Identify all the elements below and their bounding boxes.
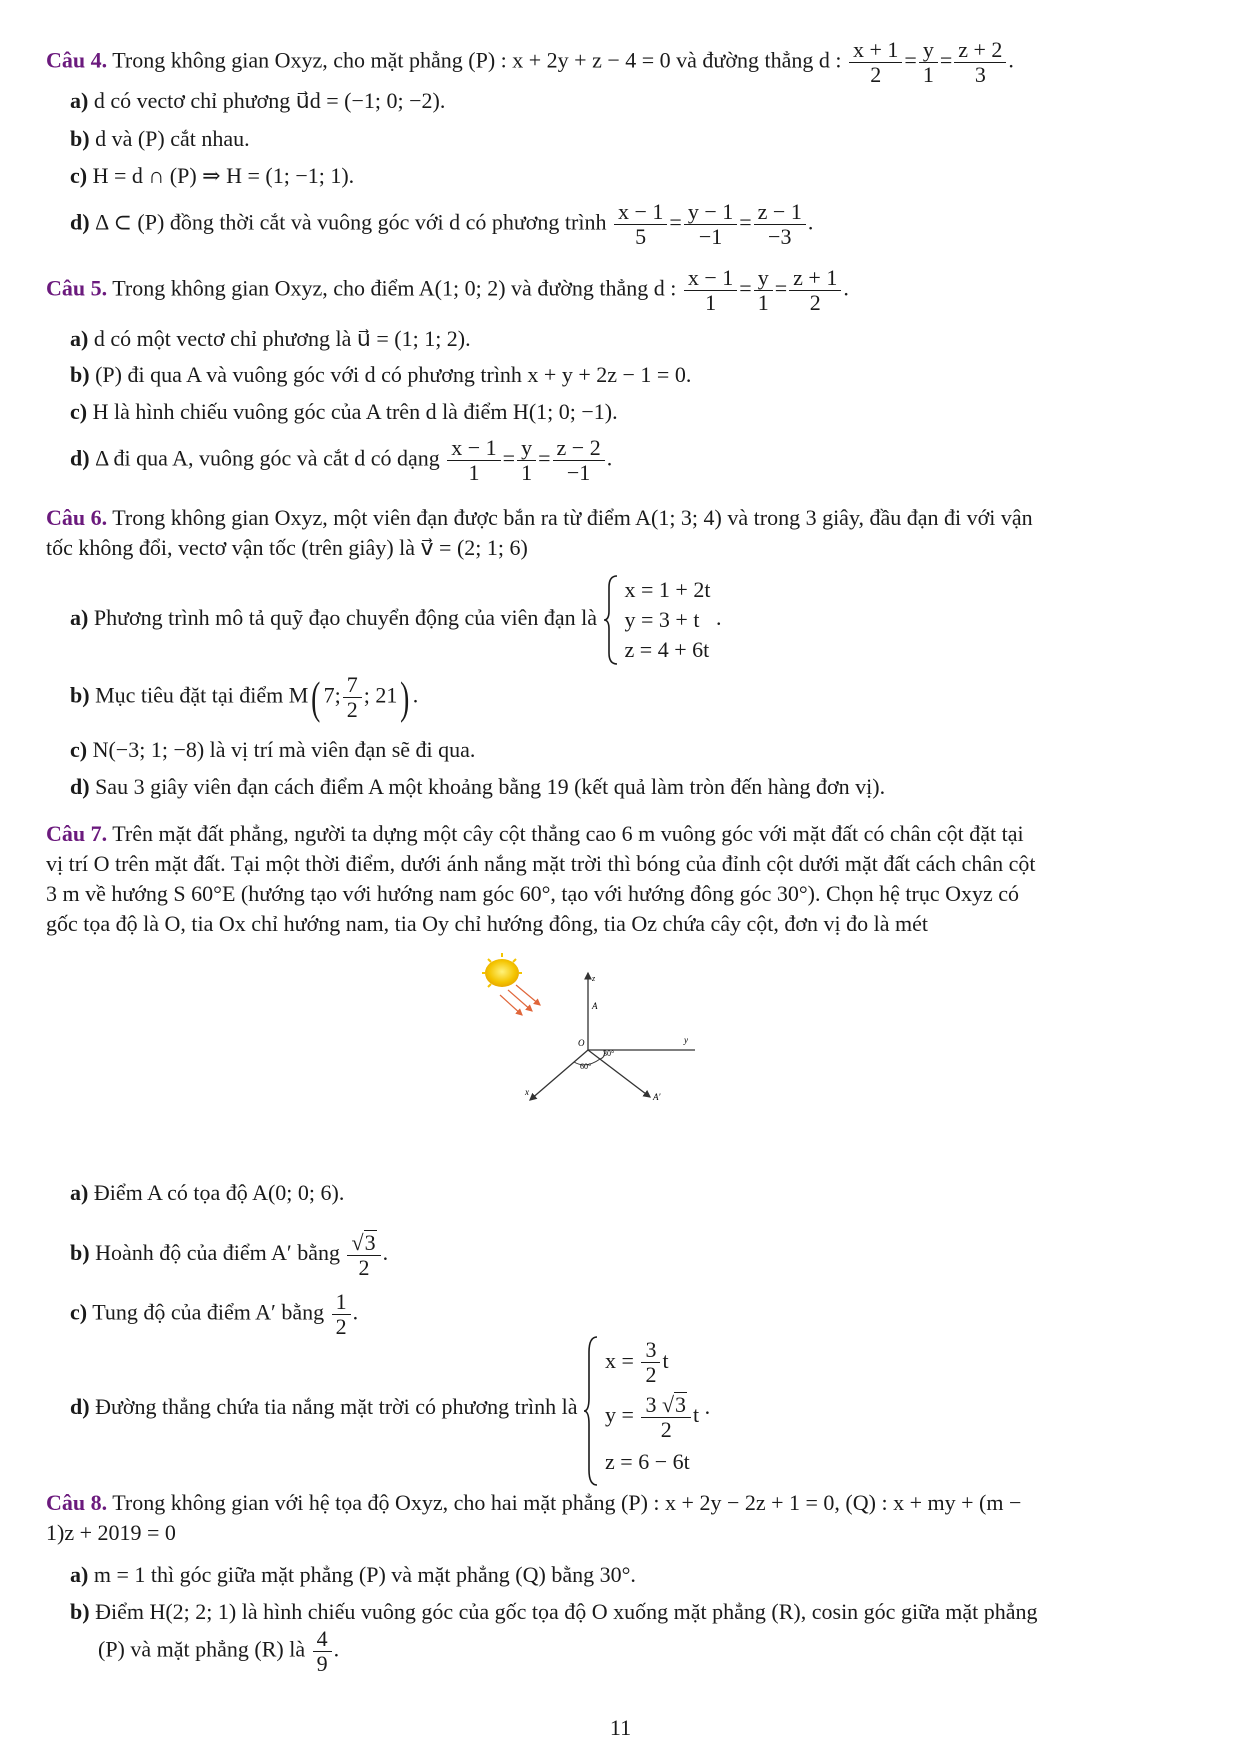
question-7-heading: Câu 7. [46, 821, 108, 846]
svg-text:z: z [592, 974, 596, 983]
svg-text:O: O [578, 1038, 585, 1048]
q8-option-a: a) m = 1 thì góc giữa mặt phẳng (P) và mặt phẳng (Q) bằng 30°. [70, 1562, 636, 1587]
q4-option-d: d) Δ ⊂ (P) đồng thời cắt và vuông góc với d có phương trình $\frac{x - 1}{5}$ = $\frac{y - 1}{-1}$ = $\frac{z - 1}{-3}$ . [70, 199, 814, 249]
question-4-stem: Câu 4. Trong không gian Oxyz, cho mặt phẳng (P) : x + 2y + z − 4 = 0 và đường thẳng d : $\frac{x + 1}{2}$ = $\frac{y}{1}$ = $\frac{z + 2}{3}$ . [46, 37, 1014, 87]
q6-option-a: a) Phương trình mô tả quỹ đạo chuyển động của viên đạn là x = 1 + 2t y = 3 + t z = 4 + 6t . [70, 575, 721, 665]
page-number: 11 [609, 1715, 632, 1740]
svg-text:A: A [592, 1001, 598, 1011]
q4-option-a: a) d có vectơ chỉ phương u⃗d = (−1; 0; −2). [70, 88, 446, 113]
q6-option-b: b) Mục tiêu đặt tại điểm M( 7; $\frac{7}{2}$ ; 21) . [70, 671, 419, 723]
question-8-heading: Câu 8. [46, 1490, 108, 1515]
q8-option-b-cont: (P) và mặt phẳng (R) là $\frac{4}{9}$ . [98, 1626, 340, 1676]
q4-frac-1: $\frac{x + 1}{2}$ [849, 38, 902, 87]
svg-text:y: y [684, 1035, 688, 1045]
question-6-stem: Câu 6. Trong không gian Oxyz, một viên đạn được bắn ra từ điểm A(1; 3; 4) và trong 3 giây, đầu đạn đi với vận tốc không đổi, vectơ vận tốc (trên giây) là v⃗ = (2; 1; 6) [46, 505, 1033, 560]
question-8-stem: Câu 8. Trong không gian với hệ tọa độ Oxyz, cho hai mặt phẳng (P) : x + 2y − 2z + 1 = 0, (Q) : x + my + (m − 1)z + 2019 = 0 [46, 1490, 1022, 1545]
svg-text:60°: 60° [580, 1062, 592, 1071]
sun-shadow-diagram [470, 945, 720, 1140]
q5-option-b: b) (P) đi qua A và vuông góc với d có phương trình x + y + 2z − 1 = 0. [70, 362, 692, 387]
q7-option-c: c) Tung độ của điểm A′ bằng $\frac{1}{2}$ . [70, 1289, 359, 1339]
question-6-heading: Câu 6. [46, 505, 108, 530]
q7-option-d: d) Đường thẳng chứa tia nắng mặt trời có phương trình là x = $\frac{3}{2}$ t y = $\frac{3 √3}{2}$ t z = 6 − 6t . [70, 1336, 710, 1481]
left-brace-icon [603, 575, 619, 665]
question-7-stem: Câu 7. Trên mặt đất phẳng, người ta dựng một cây cột thẳng cao 6 m vuông góc với mặt đất có chân cột đặt tại vị trí O trên mặt đất. Tại một thời điểm, dưới ánh nắng mặt trời thì bóng của đỉnh cột dưới mặt đất cách chân cột 3 m về hướng S 60°E (hướng tạo với hướng nam góc 60°, tạo với hướng đông góc 30°). Chọn hệ trục Oxyz có gốc tọa độ là O, tia Ox chỉ hướng nam, tia Oy chỉ hướng đông, tia Oz chứa cây cột, đơn vị đo là mét [46, 821, 1036, 936]
q7-option-a: a) Điểm A có tọa độ A(0; 0; 6). [70, 1180, 345, 1205]
q8-option-b: b) Điểm H(2; 2; 1) là hình chiếu vuông góc của gốc tọa độ O xuống mặt phẳng (R), cosin góc giữa mặt phẳng [70, 1599, 1038, 1624]
q4-option-b: b) d và (P) cắt nhau. [70, 126, 250, 151]
axes-diagram [470, 945, 720, 1140]
q7-equation-system: x = $\frac{3}{2}$ t y = $\frac{3 √3}{2}$ t z = 6 − 6t [583, 1336, 699, 1481]
x-axis [530, 1050, 588, 1100]
q4-option-c: c) H = d ∩ (P) ⇒ H = (1; −1; 1). [70, 163, 355, 188]
q6-option-d: d) Sau 3 giây viên đạn cách điểm A một khoảng bằng 19 (kết quả làm tròn đến hàng đơn vị). [70, 774, 886, 799]
svg-text:A′: A′ [653, 1092, 661, 1102]
sun-icon [482, 953, 522, 987]
q6-equation-system: x = 1 + 2t y = 3 + t z = 4 + 6t [603, 575, 711, 665]
question-5-heading: Câu 5. [46, 275, 108, 301]
svg-text:x: x [525, 1087, 529, 1097]
q5-option-c: c) H là hình chiếu vuông góc của A trên d là điểm H(1; 0; −1). [70, 399, 618, 424]
q4-frac-3: $\frac{z + 2}{3}$ [954, 38, 1006, 87]
sun-rays [500, 985, 540, 1015]
q7-option-b: b) Hoành độ của điểm A′ bằng $\frac{√3}{2}$ . [70, 1230, 389, 1280]
question-4-heading: Câu 4. [46, 47, 108, 73]
shadow-ray [588, 1050, 650, 1097]
q5-option-d: d) Δ đi qua A, vuông góc và cắt d có dạng $\frac{x - 1}{1}$ = $\frac{y}{1}$ = $\frac{z - 2}{-1}$ . [70, 435, 613, 485]
q6-option-c: c) N(−3; 1; −8) là vị trí mà viên đạn sẽ đi qua. [70, 737, 476, 762]
q4-frac-2: $\frac{y}{1}$ [919, 38, 938, 87]
left-brace-icon [583, 1336, 599, 1486]
question-5-stem: Câu 5. Trong không gian Oxyz, cho điểm A(1; 0; 2) và đường thẳng d : $\frac{x - 1}{1}$ = $\frac{y}{1}$ = $\frac{z + 1}{2}$ . [46, 265, 849, 315]
question-4-text: Trong không gian Oxyz, cho mặt phẳng (P) : x + 2y + z − 4 = 0 và đường thẳng d : [107, 47, 842, 73]
q5-option-a: a) d có một vectơ chỉ phương là u⃗ = (1; 1; 2). [70, 326, 471, 351]
svg-text:30°: 30° [603, 1049, 615, 1058]
